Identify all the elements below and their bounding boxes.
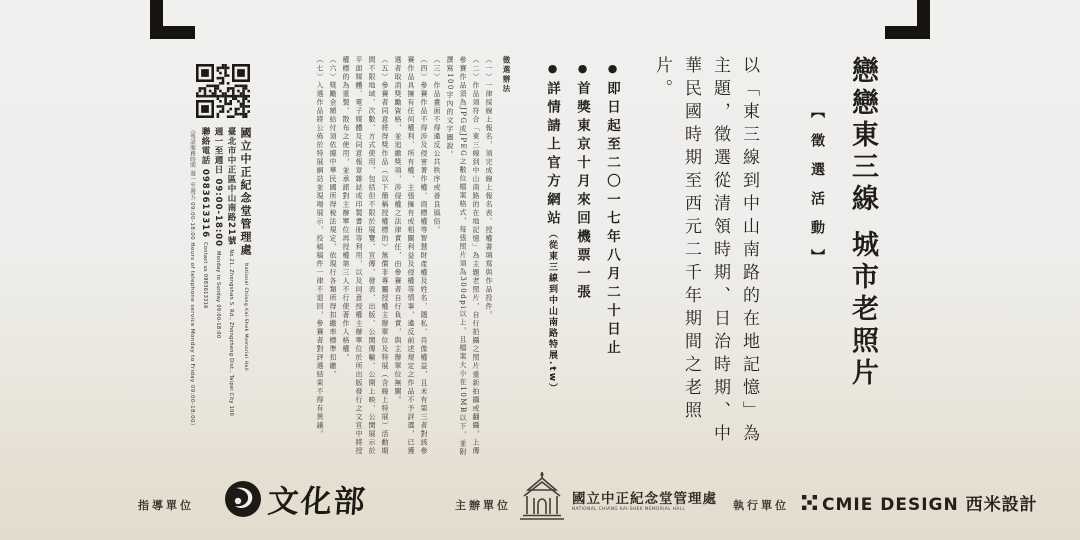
organizer-logo-text-en: NATIONAL CHIANG KAI-SHEK MEMORIAL HALL xyxy=(572,506,686,512)
org-address: 臺北市中正區中山南路21號 No.21, Zhongshan S. Rd., Zhongzheng Dist., Taipei City 100 xyxy=(226,127,236,417)
cmie-x-icon xyxy=(802,495,817,510)
rules-title: 徵選辦法 xyxy=(502,56,511,94)
website-note: （從東三線到中山南路特展.tw） xyxy=(547,229,557,395)
bullet-dot-icon: ● xyxy=(606,62,619,81)
cks-hall-icon xyxy=(516,470,568,528)
executor-logo-text: CMIE DESIGN 西米設計 xyxy=(822,495,1038,515)
rule-item: （五）參賽者同意將得獎作品（以下簡稱授權標的）無償非專屬授權主辦單位及特展（含線上特展）活動期間不限地域、次數、方式使用，包括但不限於展覽、宣傳、發表、出版、公開傳輸、公開上映、公開展示於平面媒體、電子媒體及同意報章雜誌或印製書冊等利用，以及同意授權主辦單位於所出版發行之文宣中將授權標的為重製、散布之使用，並承諾對主辦單位再授權第三人不行使著作人格權。 xyxy=(342,56,389,456)
org-address-en: No.21, Zhongshan S. Rd., Zhongzheng Dist., Taipei City 100 xyxy=(228,249,234,417)
org-name: 國立中正紀念堂管理處 National Chiang Kai-Shek Memorial Hall xyxy=(239,127,252,372)
org-phone: 聯絡電話 0983613316 Contact us 0983613316 xyxy=(200,127,210,309)
organizer-label: 主辦單位 xyxy=(455,499,511,512)
rule-item: （七）入選作品將公佈於特展網站並現場展示，投稿稿件一律不退回，參賽者對評選結果不得有異議。 xyxy=(316,56,324,439)
bullet-dot-icon: ● xyxy=(546,62,559,81)
footer-bar xyxy=(0,460,1080,540)
executor-label: 執行單位 xyxy=(733,499,789,512)
org-name-en: National Chiang Kai-Shek Memorial Hall xyxy=(243,262,248,372)
poster-title: 戀戀東三線 城市老照片 xyxy=(847,56,878,391)
bullet-item-website: ●詳情請上官方網站（從東三線到中山南路特展.tw） xyxy=(544,62,560,395)
org-hours-en: Monday to Sunday 09:00-18:00 xyxy=(215,251,221,339)
advisor-label: 指導單位 xyxy=(138,499,194,512)
bullet-item-deadline: ●即日起至二〇一七年八月二十日止 xyxy=(604,62,620,359)
executor-logo xyxy=(802,490,1038,515)
rule-item: （三）作品畫面不得違反公共秩序或善良風俗。 xyxy=(433,56,441,235)
advisor-logo-text: 文化部 xyxy=(266,484,369,520)
organizer-logo-text: 國立中正紀念堂管理處 xyxy=(572,490,717,507)
contact-block xyxy=(186,64,258,467)
rule-item: （四）參賽作品不得涉及侵害著作權、商標權等智慧財產權及姓名、隱私、肖像權益，且未有第三者對該參賽作品具擁有任何權利、所有權、主張擁有或相關利益及侵權等情事，違反前述規定之作品不予評選，已獲選者取消獎勵資格，並追繳獎項，涉侵權之法律責任，由參賽者自行負責，與主辦單位無關。 xyxy=(394,56,428,456)
organizer-logo xyxy=(516,470,717,528)
org-hours: 週一至週日 09:00-18:00 Monday to Sunday 09:00-18:00 xyxy=(213,127,223,339)
advisor-logo xyxy=(224,476,367,521)
bullet-dot-icon: ● xyxy=(576,62,589,81)
event-tag: 【徵選活動】 xyxy=(809,104,825,278)
qr-code-icon xyxy=(196,64,250,118)
rule-item: （二）作品須符合「東三線到中山南路的在地記憶」為主題老照片，自行拍攝之照片重新拍攝或翻攝，上傳參賽作品須為JPG或JPEG之數位檔案格式，每張照片須為300dpi以上，且檔案大小在10MB以下，並附撰寫100字內的文字圖說。 xyxy=(446,56,480,457)
org-phone-en: Contact us 0983613316 xyxy=(202,242,208,309)
intro-paragraph: 以「東三線到中山南路的在地記憶」為主題，徵選從清領時期、日治時期、中華民國時期至西元二千年期間之老照片。 xyxy=(652,56,759,447)
bullet-item-prize: ●首獎東京十月來回機票一張 xyxy=(574,62,590,303)
moc-seal-icon xyxy=(224,480,262,518)
org-service-note: （電話服務時間 週一至週五 09:00-18:00 Hours of telephone service Monday to Friday 09:00-18:00） xyxy=(189,127,195,429)
key-info-list xyxy=(537,56,627,460)
rule-item: （一）一律採線上報名，須完成線上報名表、授權書填寫與作品投件。 xyxy=(485,56,493,320)
organizer-logo-text-wrap xyxy=(572,487,717,512)
poster-body xyxy=(313,56,882,460)
contact-lines xyxy=(186,127,254,467)
rules-section xyxy=(313,56,513,460)
rule-item: （六）獎勵金額給付須依據中華民國所得稅法規定，依現行各類所得扣繳率標準扣繳。 xyxy=(329,56,337,379)
